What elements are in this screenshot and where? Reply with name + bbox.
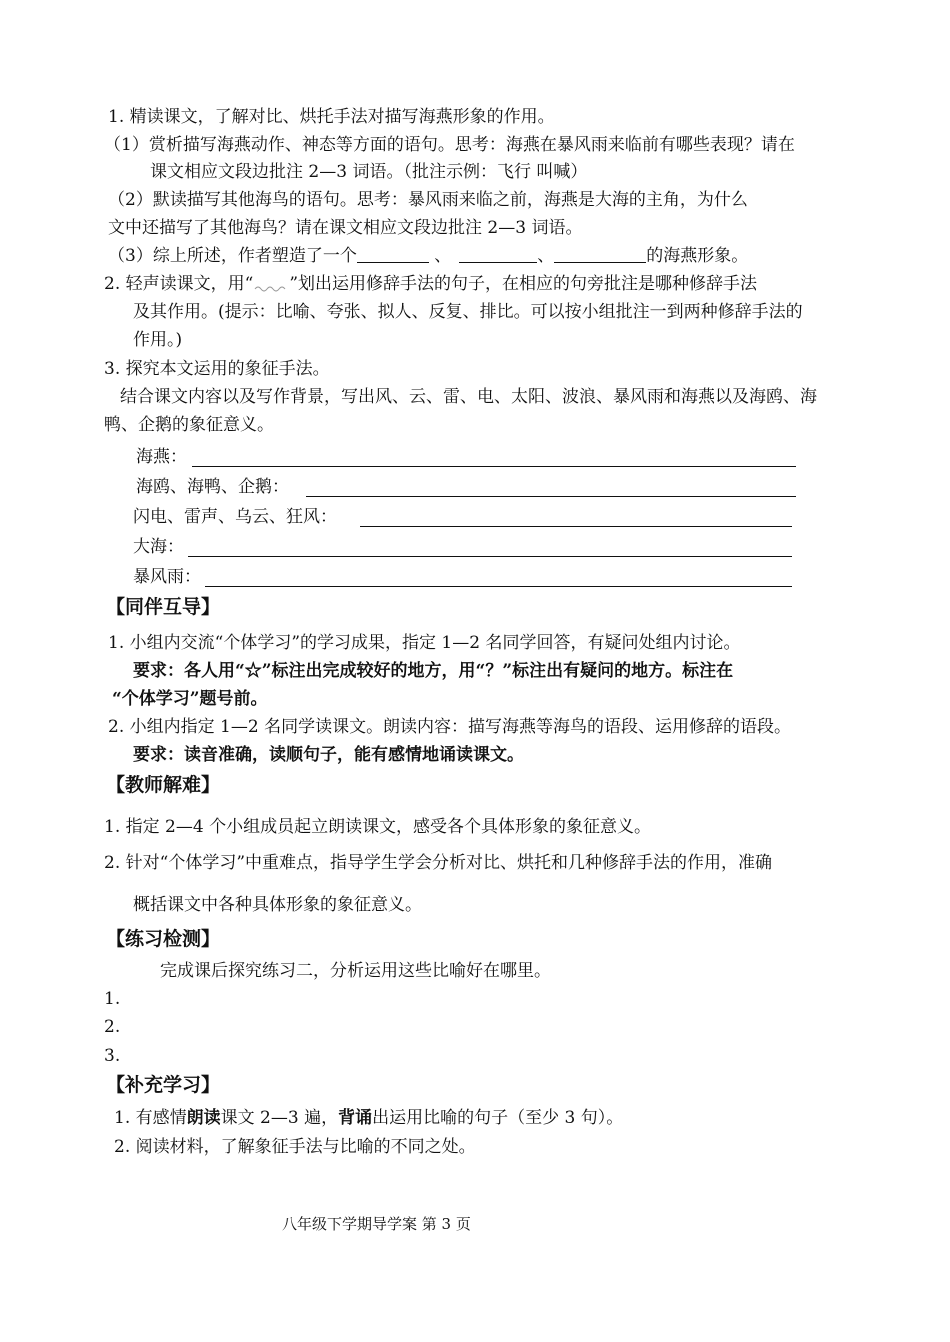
wavy-underline-icon [253, 279, 289, 293]
item1-sub2-line2: 文中还描写了其他海鸟？请在课文相应文段边批注 2—3 词语。 [108, 218, 583, 238]
answer-number-2: 2. [104, 1017, 121, 1037]
item1-sub2-line1: （2）默读描写其他海鸟的语句。思考：暴风雨来临之前，海燕是大海的主角，为什么 [108, 190, 748, 210]
item1-title: 1. 精读课文，了解对比、烘托手法对描写海燕形象的作用。 [108, 107, 555, 127]
item2-line3: 作用。) [133, 330, 183, 350]
item2-prefix: 2. 轻声读课文，用“ [104, 274, 254, 294]
answer-line-storm[interactable] [205, 586, 792, 587]
symbol-label-gulls: 海鸥、海鸭、企鹅： [136, 477, 289, 497]
item1-sub1-line1: （1）赏析描写海燕动作、神态等方面的语句。思考：海燕在暴风雨来临前有哪些表现？请在 [104, 135, 795, 155]
section-heading-practice: 【练习检测】 [106, 928, 221, 950]
fill-blank-1[interactable] [357, 246, 429, 263]
fill-blank-3[interactable] [554, 246, 646, 263]
item1-sub3-prefix: （3）综上所述，作者塑造了一个 [108, 246, 357, 266]
supplement-item1-text-c: 课文 2—3 遍， [220, 1108, 339, 1128]
item3-desc-line1: 结合课文内容以及写作背景，写出风、云、雷、电、太阳、波浪、暴风雨和海燕以及海鸥、海 [120, 387, 817, 407]
answer-line-sea[interactable] [188, 556, 792, 557]
item2-suffix: ”划出运用修辞手法的句子，在相应的句旁批注是哪种修辞手法 [289, 274, 758, 294]
peer-item2: 2. 小组内指定 1—2 名同学读课文。朗读内容：描写海燕等海鸟的语段、运用修辞的语段。 [108, 717, 792, 737]
supplement-item1 [114, 1107, 623, 1129]
answer-number-1: 1. [104, 989, 121, 1009]
answer-line-petrel[interactable] [192, 466, 796, 467]
item3-title: 3. 探究本文运用的象征手法。 [104, 359, 330, 379]
teacher-item2-line2: 概括课文中各种具体形象的象征意义。 [133, 895, 422, 915]
practice-instruction: 完成课后探究练习二，分析运用这些比喻好在哪里。 [160, 961, 551, 981]
teacher-item1: 1. 指定 2—4 个小组成员起立朗读课文，感受各个具体形象的象征意义。 [104, 817, 652, 837]
answer-line-lightning[interactable] [360, 526, 792, 527]
symbol-label-sea: 大海： [133, 537, 184, 557]
page-footer: 八年级下学期导学案 第 3 页 [282, 1215, 471, 1233]
item1-sub1-line2: 课文相应文段边批注 2—3 词语。（批注示例：飞行 叫喊） [150, 162, 588, 182]
peer-requirement1-line1: 要求：各人用“☆”标注出完成较好的地方，用“？”标注出有疑问的地方。标注在 [133, 661, 734, 681]
item1-sub3-sep1: 、 [428, 246, 452, 266]
teacher-item2-line1: 2. 针对“个体学习”中重难点，指导学生学会分析对比、烘托和几种修辞手法的作用，准确 [104, 853, 773, 873]
peer-item1: 1. 小组内交流“个体学习”的学习成果，指定 1—2 名同学回答，有疑问处组内讨论。 [108, 633, 741, 653]
item1-sub3-suffix: 的海燕形象。 [646, 246, 749, 266]
answer-line-gulls[interactable] [306, 496, 796, 497]
symbol-label-storm: 暴风雨： [133, 567, 201, 587]
supplement-item1-recite: 背诵 [338, 1108, 373, 1128]
fill-blank-2[interactable] [459, 246, 537, 263]
item2-line2: 及其作用。(提示：比喻、夸张、拟人、反复、排比。可以按小组批注一到两种修辞手法的 [133, 302, 803, 322]
answer-number-3: 3. [104, 1046, 121, 1066]
item1-sub3-line [108, 245, 748, 267]
symbol-label-lightning: 闪电、雷声、乌云、狂风： [133, 507, 337, 527]
symbol-label-petrel: 海燕： [136, 447, 187, 467]
supplement-item2: 2. 阅读材料，了解象征手法与比喻的不同之处。 [114, 1137, 476, 1157]
section-heading-peer: 【同伴互导】 [106, 596, 221, 618]
peer-requirement2: 要求：读音准确，读顺句子，能有感情地诵读课文。 [133, 745, 524, 765]
section-heading-supplement: 【补充学习】 [106, 1074, 221, 1096]
item1-sub3-sep2: 、 [537, 246, 555, 266]
supplement-item1-text-e: 出运用比喻的句子（至少 3 句）。 [372, 1108, 624, 1128]
item3-desc-line2: 鸭、企鹅的象征意义。 [104, 415, 274, 435]
section-heading-teacher: 【教师解难】 [106, 774, 221, 796]
supplement-item1-read-aloud: 朗读 [186, 1108, 221, 1128]
peer-requirement1-line2: “个体学习”题号前。 [112, 689, 268, 709]
item2-line1 [104, 273, 757, 295]
supplement-item1-text-a: 1. 有感情 [114, 1108, 187, 1128]
